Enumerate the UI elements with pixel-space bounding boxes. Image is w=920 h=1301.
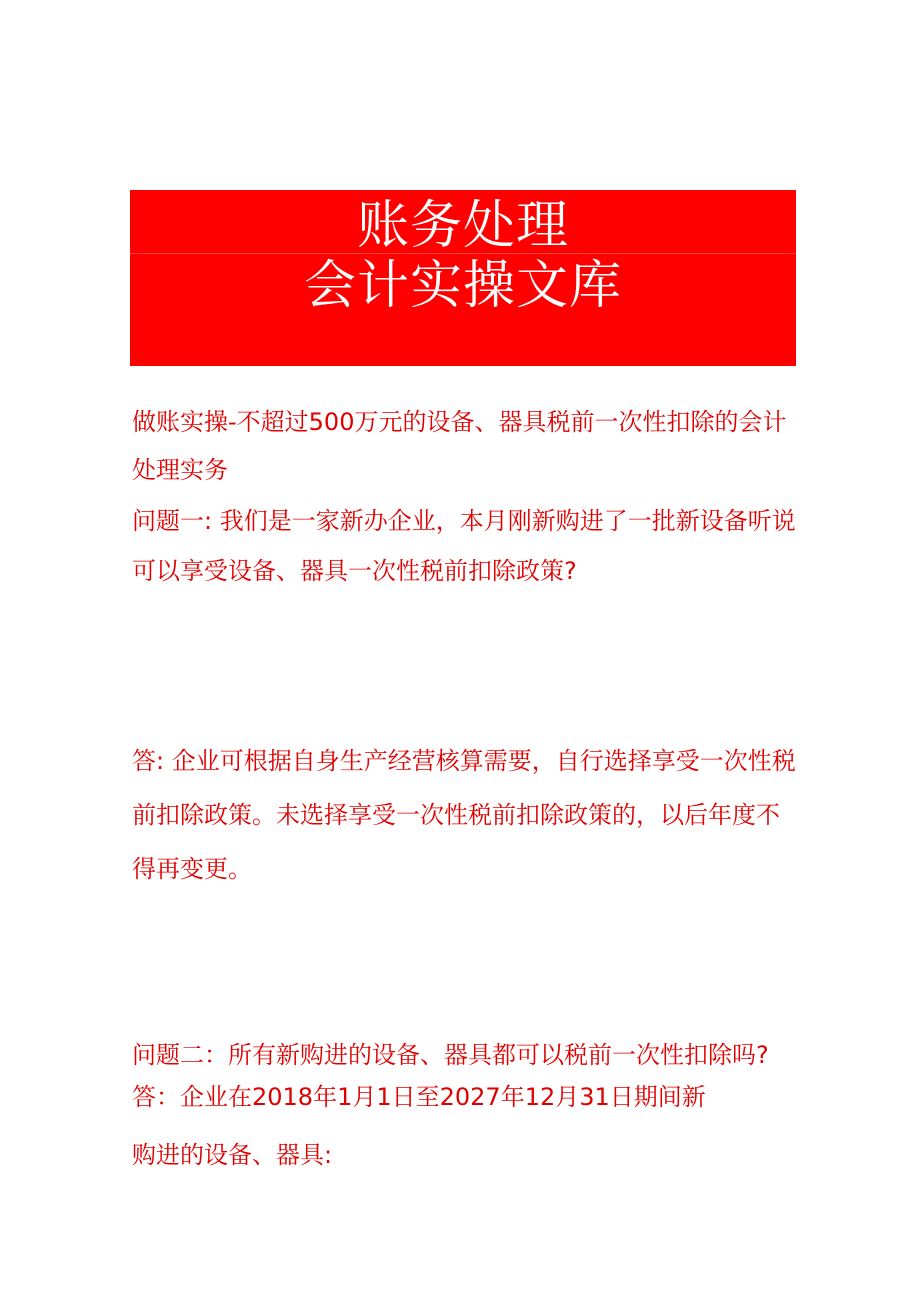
article-title: 做账实操-不超过500万元的设备、器具税前一次性扣除的会计处理实务 [132,408,787,484]
question-2: 问题二：所有新购进的设备、器具都可以税前一次性扣除吗? [132,1041,769,1069]
answer-2-line-1: 答：企业在2018年1月1日至2027年12月31日期间新 [132,1083,706,1111]
answer-1: 答: 企业可根据自身生产经营核算需要，自行选择享受一次性税前扣除政策。未选择享受一次性税前扣除政策的，以后年度不得再变更。 [132,747,796,883]
banner-title-line-2: 会计实操文库 [303,256,622,316]
banner-title-line-1: 账务处理 [356,196,569,256]
question-1: 问题一: 我们是一家新办企业，本月刚新购进了一批新设备听说可以享受设备、器具一次性税前扣除政策? [132,507,796,585]
banner-divider [130,253,796,254]
title-banner [130,190,796,366]
answer-2-line-2: 购进的设备、器具: [132,1141,333,1169]
